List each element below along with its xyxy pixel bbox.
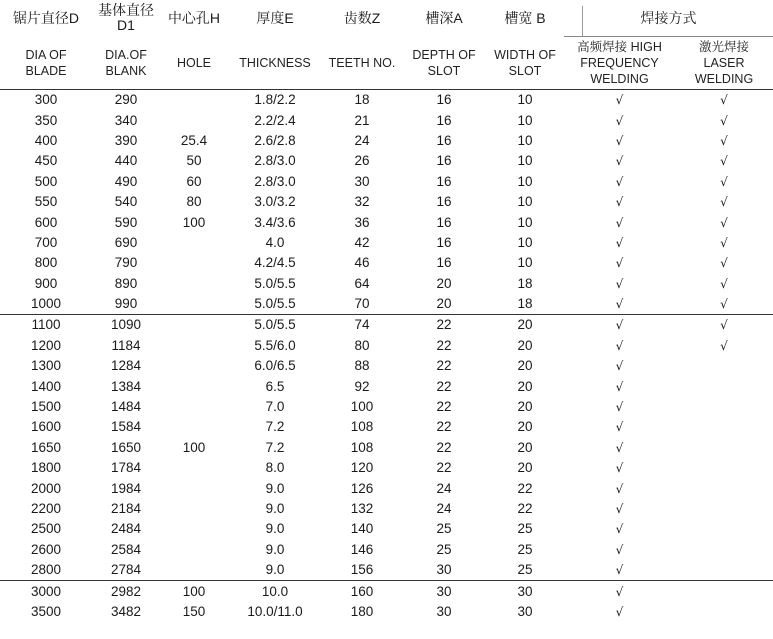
cell-slot-depth: 20 xyxy=(436,296,452,312)
cell-slot-depth: 16 xyxy=(436,173,452,189)
header-divider xyxy=(582,6,583,36)
table-row xyxy=(0,602,773,622)
cell-blank-dia: 890 xyxy=(114,275,138,291)
cell-hole xyxy=(160,356,228,376)
header-thickness-zh: 厚度E xyxy=(256,9,294,26)
cell-hole xyxy=(160,478,228,498)
table-row xyxy=(0,192,773,212)
cell-hole: 100 xyxy=(182,439,206,455)
cell-slot-depth: 25 xyxy=(436,541,452,557)
cell-weld-hf: √ xyxy=(615,174,624,189)
cell-slot-depth: 16 xyxy=(436,92,452,108)
cell-thickness: 2.8/3.0 xyxy=(254,173,296,189)
cell-blade-dia: 2000 xyxy=(30,480,62,496)
cell-slot-depth: 30 xyxy=(402,581,486,602)
table-row xyxy=(0,478,773,498)
cell-teeth: 18 xyxy=(354,92,370,108)
cell-weld-laser: √ xyxy=(720,215,728,230)
cell-weld-hf: √ xyxy=(615,542,624,557)
cell-hole xyxy=(160,110,228,130)
cell-blade-dia: 550 xyxy=(34,194,58,210)
cell-slot-width: 20 xyxy=(517,358,533,374)
cell-teeth: 88 xyxy=(354,358,370,374)
cell-weld-hf: √ xyxy=(615,502,624,516)
table-row xyxy=(0,376,773,396)
cell-blank-dia: 3482 xyxy=(110,603,142,619)
cell-blade-dia: 1800 xyxy=(30,460,62,476)
cell-hole: 100 xyxy=(160,581,228,602)
table-row xyxy=(0,253,773,273)
cell-slot-width: 25 xyxy=(517,521,533,537)
header-row-chinese xyxy=(0,0,773,37)
cell-teeth: 70 xyxy=(354,296,370,312)
cell-blank-dia: 1584 xyxy=(110,419,142,435)
cell-slot-depth: 22 xyxy=(402,315,486,336)
cell-thickness: 9.0 xyxy=(265,480,285,496)
table-row xyxy=(0,294,773,315)
cell-slot-width: 10 xyxy=(517,214,533,230)
cell-blade-dia: 1600 xyxy=(30,419,62,435)
cell-weld-laser: √ xyxy=(720,338,728,353)
cell-blade-dia: 2600 xyxy=(30,541,62,557)
cell-blank-dia: 390 xyxy=(114,132,138,148)
cell-blank-dia: 2784 xyxy=(110,562,142,578)
cell-blank-dia: 540 xyxy=(114,194,138,210)
cell-blade-dia: 300 xyxy=(34,92,58,108)
cell-thickness: 5.5/6.0 xyxy=(254,337,296,353)
cell-blade-dia: 1000 xyxy=(30,296,62,312)
cell-weld-hf: √ xyxy=(615,195,624,210)
cell-thickness: 10.0/11.0 xyxy=(247,603,303,619)
table-row xyxy=(0,151,773,171)
cell-slot-width: 25 xyxy=(517,541,533,557)
cell-teeth: 80 xyxy=(354,337,370,353)
cell-slot-depth: 22 xyxy=(436,419,452,435)
cell-teeth: 126 xyxy=(350,480,374,496)
cell-weld-laser xyxy=(675,499,773,519)
cell-slot-width: 30 xyxy=(486,581,564,602)
table-row xyxy=(0,131,773,151)
table-row xyxy=(0,499,773,519)
cell-weld-hf: √ xyxy=(564,581,675,602)
table-row xyxy=(0,356,773,376)
cell-weld-laser xyxy=(675,397,773,417)
cell-weld-laser: √ xyxy=(720,256,728,271)
table-row xyxy=(0,90,773,111)
cell-thickness: 1.8/2.2 xyxy=(254,92,296,108)
cell-slot-width: 10 xyxy=(517,194,533,210)
cell-weld-laser: √ xyxy=(720,235,728,250)
cell-slot-width: 10 xyxy=(517,132,533,148)
cell-thickness: 2.8/3.0 xyxy=(254,153,296,169)
cell-hole xyxy=(160,499,228,519)
cell-slot-depth: 16 xyxy=(436,214,452,230)
cell-weld-laser xyxy=(675,376,773,396)
table-row xyxy=(0,336,773,356)
table-row xyxy=(0,438,773,458)
cell-slot-depth: 22 xyxy=(436,337,452,353)
cell-slot-depth: 16 xyxy=(436,132,452,148)
cell-weld-hf: √ xyxy=(615,359,624,374)
cell-hole: 80 xyxy=(186,194,202,210)
cell-teeth: 156 xyxy=(350,562,374,578)
cell-slot-depth: 16 xyxy=(436,153,452,169)
cell-thickness: 10.0 xyxy=(228,581,322,602)
cell-slot-width: 20 xyxy=(517,378,533,394)
cell-teeth: 92 xyxy=(354,378,370,394)
cell-thickness: 2.2/2.4 xyxy=(254,112,296,128)
cell-teeth: 108 xyxy=(350,439,374,455)
cell-slot-width: 10 xyxy=(517,112,533,128)
cell-slot-width: 20 xyxy=(486,315,564,336)
cell-weld-hf: √ xyxy=(615,604,624,619)
cell-teeth: 21 xyxy=(354,112,370,128)
cell-teeth: 146 xyxy=(350,541,374,557)
cell-thickness: 5.0/5.5 xyxy=(254,275,296,291)
cell-weld-hf: √ xyxy=(615,440,624,455)
header-teeth-en: TEETH NO. xyxy=(322,37,402,90)
cell-weld-laser xyxy=(675,560,773,581)
cell-blank-dia: 1484 xyxy=(110,399,142,415)
header-weld-high-frequency: 高频焊接 HIGH FREQUENCY WELDING xyxy=(564,37,675,90)
table-row xyxy=(0,233,773,253)
cell-weld-laser xyxy=(675,478,773,498)
cell-slot-depth: 16 xyxy=(436,255,452,271)
table-row xyxy=(0,560,773,581)
cell-blade-dia: 2500 xyxy=(30,521,62,537)
cell-hole xyxy=(160,336,228,356)
cell-weld-hf: √ xyxy=(615,338,624,353)
cell-weld-laser xyxy=(675,458,773,478)
cell-blade-dia: 700 xyxy=(34,234,58,250)
cell-hole xyxy=(160,417,228,437)
cell-thickness: 7.2 xyxy=(265,439,285,455)
cell-weld-hf: √ xyxy=(615,563,624,578)
table-row xyxy=(0,540,773,560)
header-slot-width-zh: 槽宽 B xyxy=(504,9,546,26)
cell-teeth: 140 xyxy=(350,521,374,537)
cell-hole xyxy=(160,274,228,294)
cell-slot-depth: 30 xyxy=(436,603,452,619)
cell-blade-dia: 3000 xyxy=(0,581,92,602)
header-welding-method-zh: 焊接方式 xyxy=(564,0,773,37)
cell-weld-hf: √ xyxy=(615,93,624,108)
table-body xyxy=(0,90,773,623)
table-row xyxy=(0,274,773,294)
cell-thickness: 6.0/6.5 xyxy=(254,358,296,374)
cell-blank-dia: 440 xyxy=(114,153,138,169)
cell-weld-hf: √ xyxy=(615,400,624,415)
cell-teeth: 36 xyxy=(354,214,370,230)
cell-weld-laser xyxy=(675,602,773,622)
cell-thickness: 7.0 xyxy=(265,399,285,415)
cell-hole xyxy=(160,233,228,253)
cell-slot-width: 20 xyxy=(517,337,533,353)
cell-thickness: 6.5 xyxy=(265,378,285,394)
cell-weld-hf: √ xyxy=(615,297,624,312)
cell-blade-dia: 600 xyxy=(34,214,58,230)
cell-teeth: 42 xyxy=(354,234,370,250)
cell-weld-hf: √ xyxy=(615,113,624,128)
cell-weld-hf: √ xyxy=(615,235,624,250)
cell-thickness: 9.0 xyxy=(265,562,285,578)
cell-slot-depth: 16 xyxy=(436,234,452,250)
cell-slot-width: 10 xyxy=(517,255,533,271)
cell-teeth: 30 xyxy=(354,173,370,189)
cell-blank-dia: 2584 xyxy=(110,541,142,557)
cell-teeth: 24 xyxy=(354,132,370,148)
cell-blade-dia: 800 xyxy=(34,255,58,271)
header-slot-depth-en: DEPTH OF SLOT xyxy=(402,37,486,90)
cell-weld-laser: √ xyxy=(720,276,728,291)
cell-teeth: 100 xyxy=(350,399,374,415)
cell-weld-laser xyxy=(675,417,773,437)
cell-weld-laser: √ xyxy=(720,154,728,169)
cell-slot-depth: 22 xyxy=(436,460,452,476)
header-slot-width-en: WIDTH OF SLOT xyxy=(486,37,564,90)
cell-weld-laser: √ xyxy=(720,297,728,312)
cell-weld-hf: √ xyxy=(615,154,624,169)
cell-slot-width: 10 xyxy=(517,92,533,108)
cell-slot-depth: 24 xyxy=(436,480,452,496)
header-thickness-en: THICKNESS xyxy=(228,37,322,90)
cell-weld-hf: √ xyxy=(615,256,624,271)
cell-slot-depth: 25 xyxy=(436,521,452,537)
cell-blade-dia: 1300 xyxy=(30,358,62,374)
cell-teeth: 64 xyxy=(354,275,370,291)
cell-hole xyxy=(160,315,228,336)
cell-blade-dia: 1650 xyxy=(30,439,62,455)
cell-hole: 60 xyxy=(186,173,202,189)
cell-slot-depth: 22 xyxy=(436,358,452,374)
table-row xyxy=(0,581,773,602)
cell-blade-dia: 2800 xyxy=(30,562,62,578)
cell-blank-dia: 990 xyxy=(114,296,138,312)
cell-slot-width: 20 xyxy=(517,399,533,415)
cell-blank-dia: 1784 xyxy=(110,460,142,476)
table-header xyxy=(0,0,773,90)
cell-weld-hf: √ xyxy=(615,215,624,230)
cell-slot-width: 18 xyxy=(517,296,533,312)
cell-hole: 150 xyxy=(182,603,206,619)
cell-hole xyxy=(160,253,228,273)
cell-slot-depth: 22 xyxy=(436,399,452,415)
cell-hole: 25.4 xyxy=(180,132,208,148)
cell-slot-width: 10 xyxy=(517,173,533,189)
cell-teeth: 180 xyxy=(350,603,374,619)
cell-thickness: 3.0/3.2 xyxy=(254,194,296,210)
cell-thickness: 2.6/2.8 xyxy=(254,132,296,148)
cell-hole xyxy=(160,458,228,478)
cell-thickness: 9.0 xyxy=(265,521,285,537)
cell-teeth: 160 xyxy=(322,581,402,602)
cell-slot-width: 18 xyxy=(517,275,533,291)
cell-weld-hf: √ xyxy=(615,379,624,394)
cell-thickness: 4.2/4.5 xyxy=(254,255,296,271)
cell-weld-hf: √ xyxy=(564,315,675,336)
header-blank-dia-zh: 基体直径D1 xyxy=(98,2,154,34)
cell-slot-depth: 16 xyxy=(436,194,452,210)
table-row xyxy=(0,519,773,539)
cell-weld-laser: √ xyxy=(720,113,728,128)
cell-blank-dia: 1284 xyxy=(110,358,142,374)
cell-weld-hf: √ xyxy=(615,461,624,476)
cell-slot-width: 20 xyxy=(517,419,533,435)
cell-teeth: 120 xyxy=(350,460,374,476)
cell-weld-laser: √ xyxy=(720,133,728,148)
cell-blank-dia: 2184 xyxy=(110,501,142,516)
cell-slot-depth: 22 xyxy=(436,439,452,455)
cell-weld-laser: √ xyxy=(720,93,728,108)
cell-teeth: 26 xyxy=(354,153,370,169)
header-blade-dia-en: DIA OF BLADE xyxy=(0,37,92,90)
cell-slot-width: 25 xyxy=(517,562,533,578)
table-row xyxy=(0,212,773,232)
cell-blade-dia: 350 xyxy=(34,112,58,128)
cell-blank-dia: 1650 xyxy=(110,439,142,455)
cell-blade-dia: 1500 xyxy=(30,399,62,415)
header-blank-dia-en: DIA.OF BLANK xyxy=(92,37,160,90)
cell-slot-width: 10 xyxy=(517,153,533,169)
cell-weld-laser: √ xyxy=(675,315,773,336)
cell-hole: 50 xyxy=(186,153,202,169)
cell-thickness: 7.2 xyxy=(265,419,285,435)
cell-slot-width: 30 xyxy=(517,603,533,619)
cell-blank-dia: 690 xyxy=(114,234,138,250)
cell-weld-hf: √ xyxy=(615,420,624,435)
cell-blade-dia: 2200 xyxy=(30,501,62,516)
cell-thickness: 5.0/5.5 xyxy=(254,296,296,312)
cell-blade-dia: 400 xyxy=(34,132,58,148)
header-hole-en: HOLE xyxy=(160,37,228,90)
cell-slot-depth: 24 xyxy=(436,501,452,516)
cell-weld-laser: √ xyxy=(720,195,728,210)
cell-slot-width: 10 xyxy=(517,234,533,250)
table-row xyxy=(0,417,773,437)
cell-hole xyxy=(160,376,228,396)
cell-weld-laser xyxy=(675,519,773,539)
cell-teeth: 46 xyxy=(354,255,370,271)
cell-weld-hf: √ xyxy=(615,522,624,537)
cell-hole xyxy=(160,540,228,560)
cell-blank-dia: 290 xyxy=(114,92,138,108)
header-teeth-zh: 齿数Z xyxy=(343,9,381,26)
header-slot-depth-zh: 槽深A xyxy=(425,9,463,26)
cell-hole: 100 xyxy=(182,214,206,230)
cell-weld-laser xyxy=(675,581,773,602)
cell-blank-dia: 790 xyxy=(114,255,138,271)
cell-thickness: 3.4/3.6 xyxy=(254,214,296,230)
header-blade-dia-zh: 锯片直径D xyxy=(12,9,80,26)
cell-thickness: 9.0 xyxy=(265,501,285,516)
cell-teeth: 108 xyxy=(350,419,374,435)
cell-weld-hf: √ xyxy=(615,276,624,291)
table-row xyxy=(0,315,773,336)
cell-slot-depth: 20 xyxy=(436,275,452,291)
cell-blade-dia: 500 xyxy=(34,173,58,189)
cell-hole xyxy=(160,90,228,111)
cell-thickness: 4.0 xyxy=(265,234,285,250)
cell-slot-depth: 22 xyxy=(436,378,452,394)
cell-weld-hf: √ xyxy=(615,133,624,148)
cell-weld-laser xyxy=(675,540,773,560)
cell-blade-dia: 1100 xyxy=(0,315,92,336)
cell-blank-dia: 2982 xyxy=(92,581,160,602)
table-row xyxy=(0,397,773,417)
cell-weld-hf: √ xyxy=(615,481,624,496)
cell-slot-width: 20 xyxy=(517,439,533,455)
header-weld-laser: 激光焊接 LASER WELDING xyxy=(675,37,773,90)
cell-hole xyxy=(160,560,228,581)
cell-hole xyxy=(160,294,228,315)
cell-hole xyxy=(160,519,228,539)
cell-weld-laser xyxy=(675,438,773,458)
cell-thickness: 5.0/5.5 xyxy=(228,315,322,336)
cell-teeth: 32 xyxy=(354,194,370,210)
cell-slot-width: 22 xyxy=(517,480,533,496)
cell-thickness: 9.0 xyxy=(265,541,285,557)
table-row xyxy=(0,172,773,192)
cell-blade-dia: 450 xyxy=(34,153,58,169)
cell-slot-width: 20 xyxy=(517,460,533,476)
header-row-english xyxy=(0,37,773,90)
cell-weld-laser: √ xyxy=(720,174,728,189)
cell-blank-dia: 590 xyxy=(114,214,138,230)
cell-blank-dia: 490 xyxy=(114,173,138,189)
cell-thickness: 8.0 xyxy=(265,460,285,476)
cell-hole xyxy=(160,397,228,417)
cell-blank-dia: 1184 xyxy=(111,337,141,353)
cell-blade-dia: 3500 xyxy=(30,603,62,619)
cell-blank-dia: 2484 xyxy=(110,521,142,537)
cell-weld-laser xyxy=(675,356,773,376)
cell-blade-dia: 1200 xyxy=(30,337,62,353)
header-hole-zh: 中心孔H xyxy=(167,9,221,26)
cell-blank-dia: 1090 xyxy=(92,315,160,336)
cell-slot-depth: 30 xyxy=(436,562,452,578)
cell-blank-dia: 1384 xyxy=(110,378,142,394)
cell-slot-width: 22 xyxy=(517,501,533,516)
table-row xyxy=(0,458,773,478)
table-row xyxy=(0,110,773,130)
cell-teeth: 132 xyxy=(350,501,374,516)
cell-slot-depth: 16 xyxy=(436,112,452,128)
cell-teeth: 74 xyxy=(322,315,402,336)
cell-blank-dia: 340 xyxy=(114,112,138,128)
cell-blade-dia: 900 xyxy=(34,275,58,291)
cell-blank-dia: 1984 xyxy=(110,480,142,496)
cell-blade-dia: 1400 xyxy=(30,378,62,394)
